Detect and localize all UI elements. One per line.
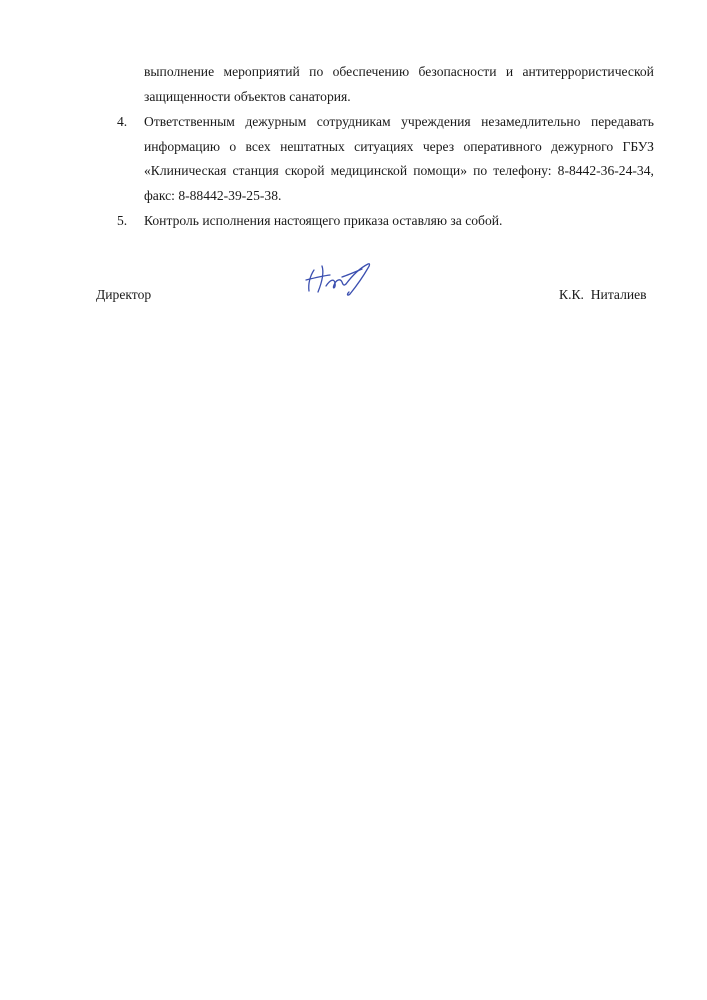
signatory-name: К.К. Ниталиев: [559, 287, 647, 302]
item5-text: Контроль исполнения настоящего приказа оставляю за собой.: [144, 213, 503, 228]
word: телефону:: [493, 163, 552, 178]
word: ГБУЗ: [622, 139, 654, 154]
word: информацию: [144, 139, 220, 154]
item4-line-3: [144, 162, 654, 180]
position-title: Директор: [96, 287, 152, 302]
list-item-number-4: 4.: [117, 114, 128, 129]
item4-line-1: [144, 113, 654, 131]
word: по: [309, 64, 324, 79]
paragraph-continuation-line-2: защищенности объектов санатория.: [144, 89, 351, 104]
word: всех: [245, 139, 271, 154]
word: ситуациях: [354, 139, 414, 154]
word: сотрудникам: [316, 114, 391, 129]
word: о: [229, 139, 237, 154]
word: антитеррористической: [522, 64, 654, 79]
list-item-number-5: 5.: [117, 213, 128, 228]
word: незамедлительно: [481, 114, 581, 129]
word: скорой: [284, 163, 325, 178]
item4-line-4: факс: 8-88442-39-25-38.: [144, 188, 282, 203]
word: обеспечению: [332, 64, 410, 79]
word: станция: [232, 163, 279, 178]
word: 8-8442-36-24-34,: [557, 163, 654, 178]
word: выполнение: [144, 64, 215, 79]
word: помощи»: [413, 163, 467, 178]
word: по: [473, 163, 488, 178]
word: передавать: [590, 114, 654, 129]
word: через: [422, 139, 455, 154]
word: оперативного: [463, 139, 542, 154]
item4-line-2: [144, 138, 654, 156]
word: и: [505, 64, 514, 79]
word: безопасности: [418, 64, 497, 79]
word: медицинской: [330, 163, 408, 178]
handwritten-signature: [300, 258, 376, 298]
word: Ответственным: [144, 114, 235, 129]
word: дежурным: [245, 114, 307, 129]
word: дежурного: [551, 139, 614, 154]
word: нештатных: [280, 139, 345, 154]
word: «Клиническая: [144, 163, 227, 178]
paragraph-continuation-line-1: [144, 63, 654, 81]
word: мероприятий: [223, 64, 300, 79]
word: учреждения: [401, 114, 471, 129]
